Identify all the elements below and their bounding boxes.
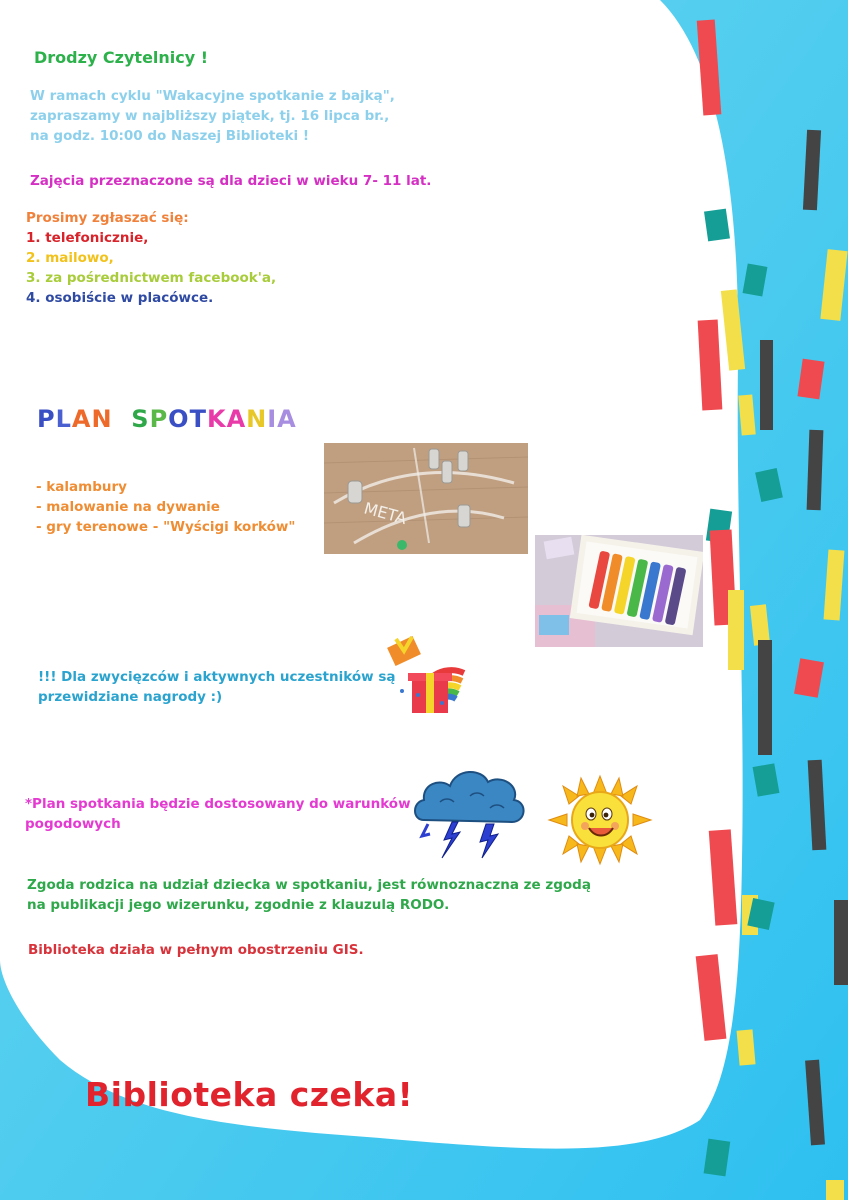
age-info: Zajęcia przeznaczone są dla dzieci w wieku 7- 11 lat. bbox=[30, 173, 432, 189]
signup-way: 2. mailowo, bbox=[26, 250, 114, 266]
intro-paragraph bbox=[30, 86, 395, 146]
signup-way: 1. telefonicznie, bbox=[26, 230, 149, 246]
intro-line: zapraszamy w najbliższy piątek, tj. 16 lipca br., bbox=[30, 108, 390, 124]
plan-title-letter: P bbox=[149, 405, 169, 433]
prize-line: !!! Dla zwycięzców i aktywnych uczestników są bbox=[38, 669, 396, 685]
plan-title-letter: A bbox=[71, 405, 92, 433]
smiling-sun-icon bbox=[545, 774, 655, 866]
cork-race-photo bbox=[324, 443, 528, 554]
activity-item: - kalambury bbox=[36, 479, 127, 495]
weather-note bbox=[25, 794, 411, 834]
plan-title-letter: T bbox=[189, 405, 207, 433]
signup-ways-list bbox=[26, 228, 276, 308]
plan-title-letter: L bbox=[55, 405, 72, 433]
activity-item: - malowanie na dywanie bbox=[36, 499, 220, 515]
intro-line: na godz. 10:00 do Naszej Biblioteki ! bbox=[30, 128, 309, 144]
plan-title-letter: A bbox=[226, 405, 247, 433]
consent-line: na publikacji jego wizerunku, zgodnie z klauzulą RODO. bbox=[27, 897, 450, 913]
plan-title-letter: A bbox=[277, 405, 297, 433]
plan-title-letter: N bbox=[91, 405, 113, 433]
weather-line: *Plan spotkania będzie dostosowany do warunków bbox=[25, 796, 411, 812]
intro-line: W ramach cyklu "Wakacyjne spotkanie z bajką", bbox=[30, 88, 395, 104]
plan-title-letter: N bbox=[246, 405, 268, 433]
plan-title-letter bbox=[113, 405, 132, 433]
signup-way: 3. za pośrednictwem facebook'a, bbox=[26, 270, 277, 286]
consent-line: Zgoda rodzica na udział dziecka w spotkaniu, jest równoznaczna ze zgodą bbox=[27, 877, 591, 893]
activities-list bbox=[36, 477, 295, 537]
plan-title-letter: P bbox=[37, 405, 56, 433]
signup-way: 4. osobiście w placówce. bbox=[26, 290, 214, 306]
paints-photo bbox=[535, 535, 703, 647]
gis-note: Biblioteka działa w pełnym obostrzeniu GIS. bbox=[28, 942, 364, 958]
plan-title-letter: S bbox=[131, 405, 150, 433]
activity-item: - gry terenowe - "Wyścigi korków" bbox=[36, 519, 296, 535]
plan-title-letter: I bbox=[267, 405, 278, 433]
plan-title-letter: K bbox=[206, 405, 227, 433]
svg-text:META: META bbox=[361, 498, 409, 529]
plan-title bbox=[37, 403, 297, 435]
plan-title-letter: O bbox=[168, 405, 190, 433]
gift-rainbow-icon bbox=[382, 633, 468, 723]
signup-title: Prosimy zgłaszać się: bbox=[26, 210, 189, 226]
storm-cloud-icon bbox=[410, 762, 530, 862]
prize-line: przewidziane nagrody :) bbox=[38, 689, 223, 705]
weather-line: pogodowych bbox=[25, 816, 121, 832]
prize-note bbox=[38, 667, 395, 707]
greeting-heading: Drodzy Czytelnicy ! bbox=[34, 48, 209, 67]
consent-note bbox=[27, 875, 591, 915]
closing-slogan: Biblioteka czeka! bbox=[85, 1075, 414, 1114]
